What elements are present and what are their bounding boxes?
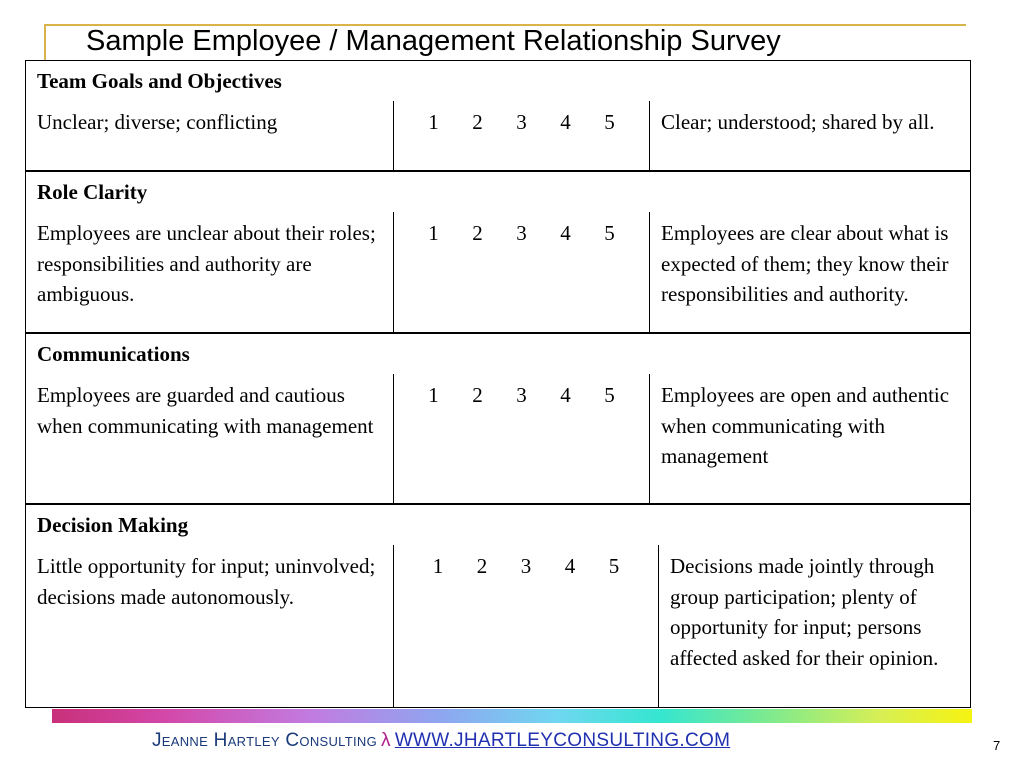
- high-descriptor: Decisions made jointly through group participation; plenty of opportunity for input; persons affected asked for their opinion.: [670, 554, 939, 670]
- high-descriptor: Employees are open and authentic when communicating with management: [661, 383, 950, 468]
- rating-option[interactable]: 5: [608, 554, 620, 578]
- rating-option[interactable]: 5: [604, 221, 615, 245]
- rating-option[interactable]: 5: [604, 383, 615, 407]
- rating-option[interactable]: 3: [516, 110, 527, 134]
- low-descriptor: Little opportunity for input; uninvolved; decisions made autonomously.: [26, 545, 394, 707]
- title-rule-left: [44, 24, 46, 60]
- rating-option[interactable]: 5: [604, 110, 615, 134]
- rating-option[interactable]: 2: [472, 221, 483, 245]
- low-descriptor: Employees are guarded and cautious when communicating with management: [26, 374, 394, 503]
- rating-option[interactable]: 1: [428, 110, 439, 134]
- high-descriptor: Clear; understood; shared by all.: [661, 110, 935, 134]
- rating-option[interactable]: 3: [520, 554, 532, 578]
- high-descriptor: Employees are clear about what is expected of them; they know their responsibilities and authority.: [661, 221, 949, 306]
- low-descriptor: Employees are unclear about their roles; responsibilities and authority are ambiguous.: [26, 212, 394, 332]
- rating-option[interactable]: 3: [516, 383, 527, 407]
- lambda-logo-icon: λ: [381, 730, 391, 751]
- company-name: Jeanne Hartley Consulting: [152, 730, 378, 751]
- rating-option[interactable]: 3: [516, 221, 527, 245]
- survey-row-communications: [25, 374, 971, 504]
- rainbow-divider: [52, 709, 972, 723]
- website-link[interactable]: WWW.JHARTLEYCONSULTING.COM: [394, 730, 731, 751]
- survey-row-role-clarity: [25, 212, 971, 333]
- rating-scale: [394, 374, 650, 503]
- rating-scale: [394, 212, 650, 332]
- section-header-communications: Communications: [25, 333, 971, 375]
- rating-option[interactable]: 4: [560, 221, 571, 245]
- rating-scale: [394, 101, 650, 170]
- rating-option[interactable]: 2: [472, 110, 483, 134]
- rating-option[interactable]: 4: [564, 554, 576, 578]
- rating-option[interactable]: 4: [560, 383, 571, 407]
- section-header-team-goals: Team Goals and Objectives: [25, 60, 971, 102]
- page-number: 7: [993, 738, 1001, 753]
- survey-row-decision-making: [25, 545, 971, 708]
- rating-option[interactable]: 2: [472, 383, 483, 407]
- section-header-role-clarity: Role Clarity: [25, 171, 971, 213]
- rating-option[interactable]: 2: [476, 554, 488, 578]
- rating-option[interactable]: 1: [428, 383, 439, 407]
- footer: [152, 730, 730, 752]
- survey-row-team-goals: [25, 101, 971, 171]
- page-title: Sample Employee / Management Relationship Survey: [86, 25, 781, 57]
- section-header-decision-making: Decision Making: [25, 504, 971, 546]
- rating-option[interactable]: 4: [560, 110, 571, 134]
- low-descriptor: Unclear; diverse; conflicting: [26, 101, 394, 170]
- rating-option[interactable]: 1: [428, 221, 439, 245]
- rating-option[interactable]: 1: [432, 554, 444, 578]
- rating-scale: [394, 545, 659, 707]
